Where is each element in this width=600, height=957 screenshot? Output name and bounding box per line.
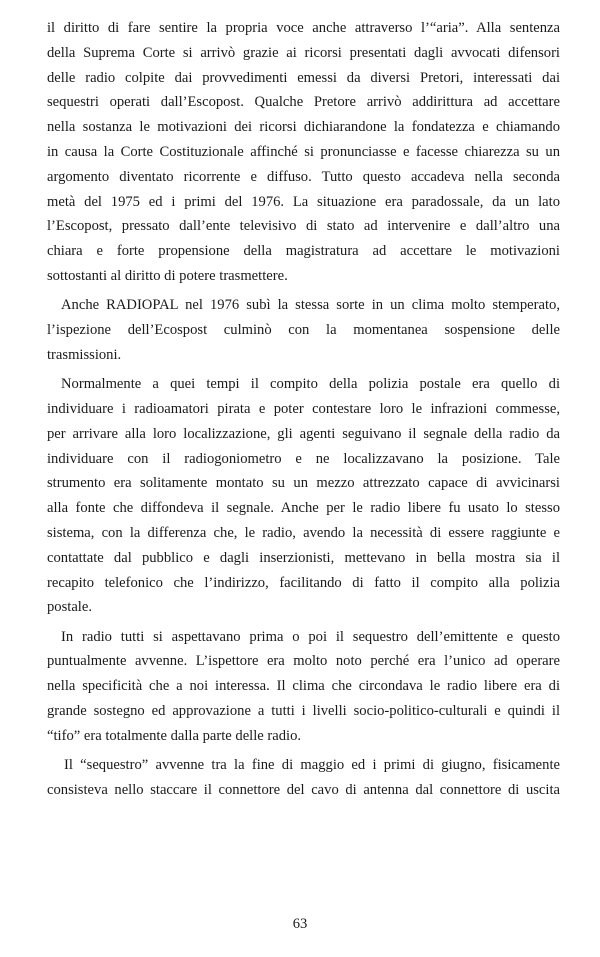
text-line: puntualmente avvenne. L’ispettore era molto noto perché era l’unico ad operare — [47, 653, 560, 670]
text-line: per arrivare alla loro localizzazione, gli agenti seguivano il segnale della radio da — [47, 425, 560, 442]
text-line: metà del 1975 ed i primi del 1976. La situazione era paradossale, da un lato — [47, 193, 560, 210]
text-line: Il “sequestro” avvenne tra la fine di maggio ed i primi di giugno, fisicamente — [64, 757, 560, 774]
text-line: l’ispezione dell’Ecospost culminò con la momentanea sospensione delle — [47, 322, 560, 339]
text-line: individuare i radioamatori pirata e poter contestare loro le infrazioni commesse, — [47, 400, 560, 417]
text-line: grande sostegno ed approvazione a tutti i livelli socio-politico-culturali e quindi il — [47, 703, 560, 720]
text-line: individuare con il radiogoniometro e ne localizzavano la posizione. Tale — [47, 450, 560, 467]
text-line: consisteva nello staccare il connettore del cavo di antenna dal connettore di uscita — [47, 781, 560, 798]
text-line: l’Escopost, pressato dall’ente televisivo di stato ad intervenire e dall’altro una — [47, 218, 560, 235]
text-line: della Suprema Corte si arrivò grazie ai ricorsi presentati dagli avvocati difensori — [47, 44, 560, 61]
text-line: “tifo” era totalmente dalla parte delle radio. — [47, 727, 302, 744]
text-line: contattate dal pubblico e dagli inserzionisti, mettevano in bella mostra sia il — [47, 549, 560, 566]
text-line: chiara e forte propensione della magistratura ad accettare le motivazioni — [47, 243, 560, 260]
text-line: Anche RADIOPAL nel 1976 subì la stessa sorte in un clima molto stemperato, — [61, 297, 560, 314]
text-line: sistema, con la differenza che, le radio, avendo la necessità di essere raggiunte e — [47, 524, 560, 541]
paragraph-1 — [47, 16, 560, 289]
page-number: 63 — [292, 916, 308, 932]
paragraph-3 — [47, 372, 560, 620]
text-line: nella specificità che a noi interessa. Il clima che circondava le radio libere era di — [47, 678, 560, 695]
text-line: nella sostanza le motivazioni dei ricorsi dichiarandone la fondatezza e chiamando — [47, 119, 560, 136]
text-line: trasmissioni. — [47, 346, 122, 363]
text-line: argomento diventato ricorrente e diffuso. Tutto questo accadeva nella seconda — [47, 168, 560, 185]
paragraph-2 — [47, 293, 560, 367]
paragraph-4 — [47, 625, 560, 749]
text-line: In radio tutti si aspettavano prima o poi il sequestro dell’emittente e questo — [61, 628, 560, 645]
text-line: recapito telefonico che l’indirizzo, facilitando di fatto il compito alla polizia — [47, 574, 560, 591]
text-line: delle radio colpite dai provvedimenti emessi da diversi Pretori, interessati dai — [47, 69, 560, 86]
text-line: postale. — [47, 599, 92, 616]
body-text — [47, 16, 560, 803]
text-line: in causa la Corte Costituzionale affinché si pronunciasse e facesse chiarezza su un — [47, 143, 560, 160]
paragraph-5 — [47, 753, 560, 803]
text-line: Normalmente a quei tempi il compito della polizia postale era quello di — [61, 376, 560, 393]
text-line: strumento era solitamente montato su un mezzo attrezzato capace di avvicinarsi — [47, 475, 560, 492]
text-line: sequestri operati dall’Escopost. Qualche Pretore arrivò addirittura ad accettare — [47, 94, 560, 111]
text-line: sottostanti al diritto di potere trasmettere. — [47, 267, 288, 284]
text-line: alla fonte che diffondeva il segnale. Anche per le radio libere fu usato lo stesso — [47, 500, 560, 517]
text-line: il diritto di fare sentire la propria voce anche attraverso l’“aria”. Alla sentenza — [47, 20, 560, 36]
